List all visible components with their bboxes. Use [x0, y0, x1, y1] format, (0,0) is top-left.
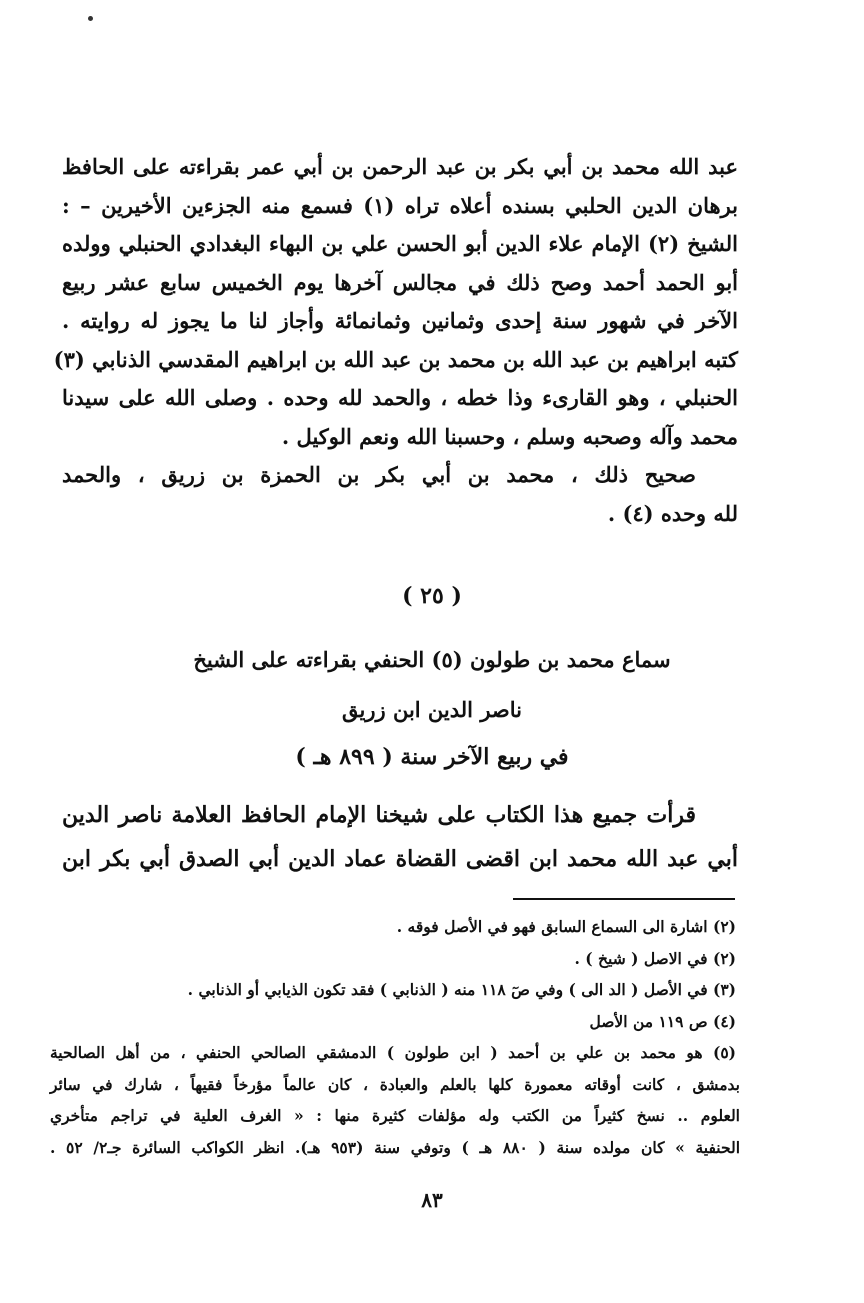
- text-line: كتبه ابراهيم بن عبد الله بن محمد بن عبد الله بن ابراهيم المقدسي الذنابي (٣): [53, 346, 738, 372]
- text-line: محمد وآله وصحبه وسلم ، وحسبنا الله ونعم الوكيل .: [281, 423, 738, 449]
- footnote: (٣) في الأصل ( الد الى ) وفي صٓ ١١٨ منه ( الذنابي ) فقد تكون الذيابي أو الذنابي .: [187, 980, 736, 999]
- section-heading-line: سماع محمد بن طولون (٥) الحنفي بقراءته على الشيخ: [193, 647, 671, 672]
- footnotes: [50, 911, 740, 1163]
- footnote-continuation: بدمشق ، كانت أوقاته معمورة كلها بالعلم والعبادة ، كان عالماً مؤرخاً فقيهاً ، شارك في سائر: [50, 1074, 740, 1094]
- footnote: (٤) ص ١١٩ من الأصل: [589, 1011, 736, 1031]
- text-line: أبو الحمد أحمد وصح ذلك في مجالس آخرها يوم الخميس سابع عشر ربيع: [62, 269, 738, 295]
- page-number: ٨٣: [421, 1188, 443, 1212]
- text-line: برهان الدين الحلبي بسنده أعلاه تراه (١) فسمع منه الجزءين الأخيرين – :: [62, 192, 738, 218]
- footnote-continuation: العلوم .. نسخ كثيراً من الكتب وله مؤلفات كثيرة منها : « الغرف العلية في تراجم متأخري: [50, 1106, 740, 1125]
- section-body: [62, 793, 738, 881]
- section-number: ( ٢٥ ): [402, 583, 462, 609]
- text-line: عبد الله محمد بن أبي بكر بن عبد الرحمن بن أبي عمر بقراءته على الحافظ: [62, 154, 738, 179]
- text-line: قرأت جميع هذا الكتاب على شيخنا الإمام الحافظ العلامة ناصر الدين: [62, 802, 696, 828]
- text-line: الآخر في شهور سنة إحدى وثمانين وثمانمائة وأجاز لنا ما يجوز له روايته .: [62, 308, 738, 333]
- footnote-separator: [513, 898, 735, 900]
- text-line: لله وحده (٤) .: [607, 500, 738, 526]
- footnote: (٢) اشارة الى السماع السابق فهو في الأصل فوقه .: [396, 917, 736, 936]
- section-heading-line: في ربيع الآخر سنة ( ٨٩٩ هـ ): [295, 744, 569, 770]
- text-line: الشيخ (٢) الإمام علاء الدين أبو الحسن علي بن البهاء البغدادي الحنبلي وولده: [62, 231, 738, 256]
- footnote-continuation: الحنفية » كان مولده سنة ( ٨٨٠ هـ ) وتوفي سنة (٩٥٣ هـ). انظر الكواكب السائرة جـ٢/ ٥٢ .: [50, 1137, 740, 1157]
- ink-speck: [88, 16, 93, 21]
- text-line: الحنبلي ، وهو القارىء وذا خطه ، والحمد لله وحده . وصلى الله على سيدنا: [62, 385, 738, 410]
- text-line: أبي عبد الله محمد ابن اقضى القضاة عماد الدين أبي الصدق أبي بكر ابن: [62, 846, 738, 872]
- footnote: (٢) في الاصل ( شيخ ) .: [574, 948, 736, 968]
- main-paragraph: [53, 148, 738, 533]
- text-line: صحيح ذلك ، محمد بن أبي بكر بن الحمزة بن زريق ، والحمد: [62, 462, 696, 487]
- footnote: (٥) هو محمد بن علي بن أحمد ( ابن طولون ) الدمشقي الصالحي الحنفي ، من أهل الصالحية: [50, 1043, 736, 1062]
- section-heading-line: ناصر الدين ابن زريق: [342, 697, 522, 722]
